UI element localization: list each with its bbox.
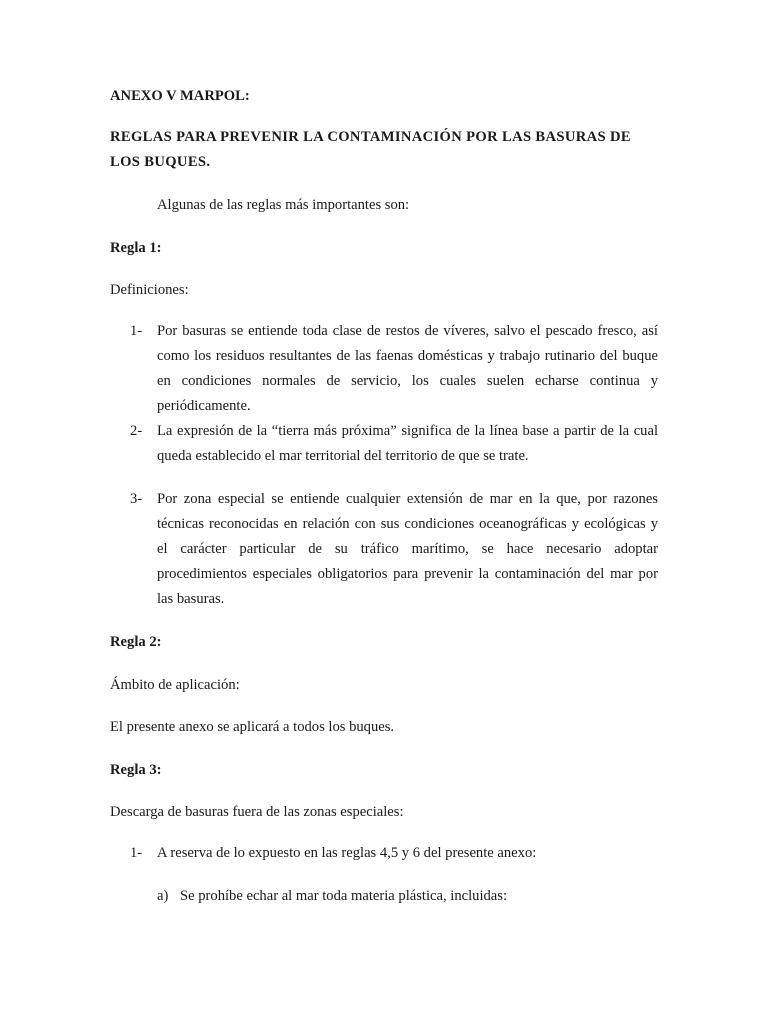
- list-item-number: 2-: [130, 423, 143, 439]
- regla2-label: Ámbito de aplicación:: [110, 677, 240, 693]
- list-item-number: 1-: [130, 845, 143, 861]
- subitem-letter: a): [157, 888, 169, 904]
- document-subtitle-line2: LOS BUQUES.: [110, 154, 211, 170]
- regla3-heading: Regla 3:: [110, 762, 162, 778]
- list-item-text: Por basuras se entiende toda clase de restos de víveres, salvo el pescado fresco, así como los residuos resultantes de las faenas domésticas y trabajo rutinario del buque en condiciones normales de servicio, los cuales suelen echarse continua y periódicamente.: [157, 323, 658, 414]
- intro-paragraph: Algunas de las reglas más importantes son:: [157, 197, 410, 213]
- list-item-text: A reserva de lo expuesto en las reglas 4,5 y 6 del presente anexo:: [157, 845, 537, 861]
- subitem-text: Se prohíbe echar al mar toda materia plástica, incluidas:: [180, 888, 508, 904]
- regla1-label: Definiciones:: [110, 282, 189, 298]
- regla2-heading: Regla 2:: [110, 634, 162, 650]
- document-title: ANEXO V MARPOL:: [110, 88, 250, 104]
- regla3-label: Descarga de basuras fuera de las zonas especiales:: [110, 804, 404, 820]
- list-item-text: Por zona especial se entiende cualquier extensión de mar en la que, por razones técnicas reconocidas en relación con sus condiciones oceanográficas y ecológicas y el carácter particular de su tráfico marítimo, se hace necesario adoptar procedimientos especiales obligatorios para prevenir la contaminación del mar por las basuras.: [157, 491, 658, 607]
- list-item-number: 1-: [130, 323, 143, 339]
- list-item-number: 3-: [130, 491, 143, 507]
- regla2-text: El presente anexo se aplicará a todos los buques.: [110, 719, 395, 735]
- document-subtitle-line1: REGLAS PARA PREVENIR LA CONTAMINACIÓN POR LAS BASURAS DE: [110, 129, 631, 145]
- list-item-text: La expresión de la “tierra más próxima” significa de la línea base a partir de la cual queda establecido el mar territorial del territorio de que se trate.: [157, 423, 658, 464]
- regla1-heading: Regla 1:: [110, 240, 162, 256]
